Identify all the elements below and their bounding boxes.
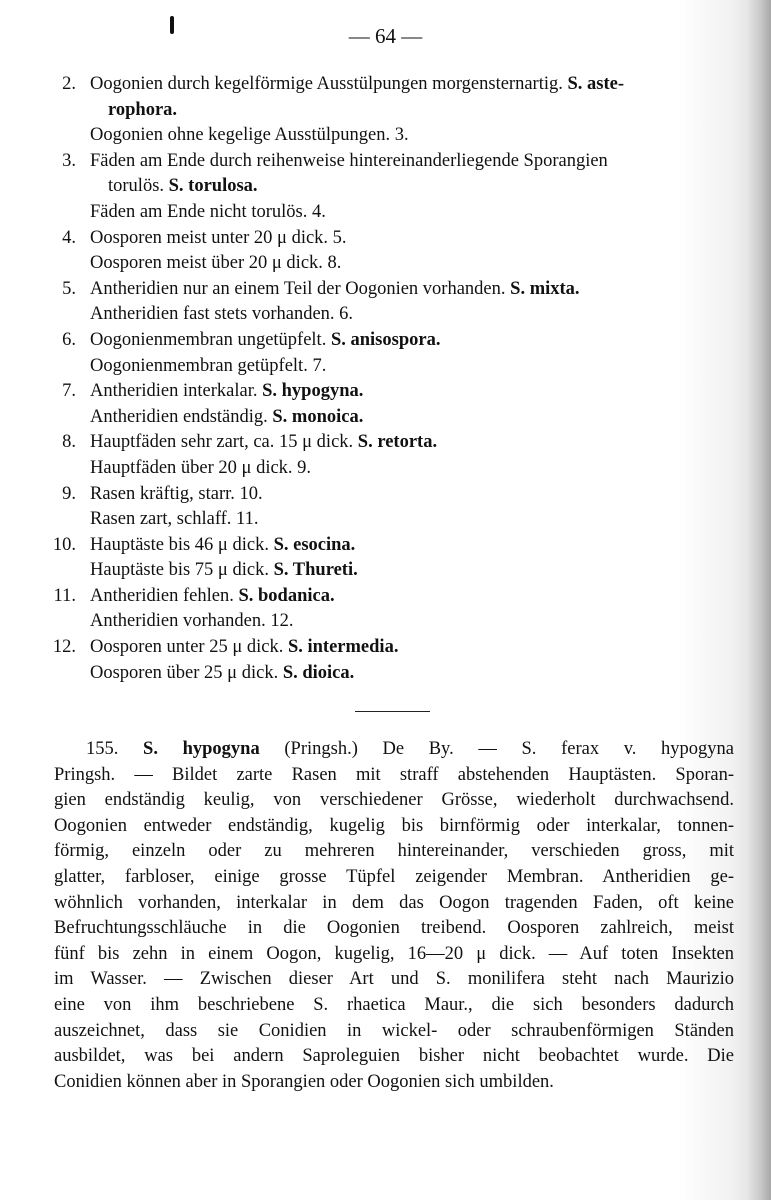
paragraph-text: fünf bis zehn in einem Oogon, kugelig, 16—20 μ dick. — Auf toten Insekten — [54, 943, 734, 964]
key-text — [90, 635, 398, 661]
paragraph-text: Oogonien entweder endständig, kugelig bis birnförmig oder interkalar, tonnen- — [54, 815, 734, 836]
key-text-part: Hauptfäden über 20 μ dick. 9. — [90, 457, 312, 478]
key-text-part: Hauptfäden sehr zart, ca. 15 μ dick. — [90, 432, 358, 453]
section-divider — [355, 711, 430, 712]
key-line — [0, 507, 771, 533]
key-line — [0, 609, 771, 635]
key-line — [0, 72, 771, 98]
species-name: S. hypogyna. — [262, 381, 364, 402]
paragraph-line — [54, 865, 734, 891]
key-text-part: Fäden am Ende durch reihenweise hintereinanderliegende Sporangien — [90, 150, 608, 171]
paragraph-line — [54, 1044, 734, 1070]
paragraph-text: im Wasser. — Zwischen dieser Art und S. monilifera steht nach Maurizio — [54, 969, 734, 990]
key-number: 11. — [53, 585, 76, 606]
key-line — [0, 174, 771, 200]
key-text-part: Antheridien fast stets vorhanden. 6. — [90, 304, 354, 325]
key-number: 10. — [52, 534, 76, 555]
key-text-part: Oogonien ohne kegelige Ausstülpungen. 3. — [90, 125, 409, 146]
species-name: S. esocina. — [273, 534, 356, 555]
key-text-part: Antheridien fehlen. — [90, 585, 239, 606]
species-name: S. bodanica. — [238, 585, 335, 606]
key-line — [0, 226, 771, 252]
paragraph-text: Befruchtungsschläuche in die Oogonien treibend. Oosporen zahlreich, meist — [54, 918, 734, 939]
paragraph-line — [54, 916, 734, 942]
key-line — [0, 379, 771, 405]
key-line — [0, 558, 771, 584]
key-text-part: Oogonienmembran ungetüpfelt. — [90, 329, 331, 350]
key-text-part: Oosporen unter 25 μ dick. — [90, 637, 288, 658]
key-text — [90, 149, 608, 175]
key-line — [0, 635, 771, 661]
key-number: 4. — [62, 227, 76, 248]
paragraph-line — [54, 942, 734, 968]
paragraph-text: glatter, farbloser, einige grosse Tüpfel zeigender Membran. Antheridien ge- — [54, 866, 734, 887]
key-line — [0, 123, 771, 149]
key-line — [0, 482, 771, 508]
page-number: — 64 — — [348, 24, 423, 48]
key-text-part: Oosporen meist über 20 μ dick. 8. — [90, 253, 342, 274]
key-text — [108, 174, 258, 200]
key-number: 5. — [62, 278, 76, 299]
key-text — [108, 98, 177, 124]
key-text-part: Oogonienmembran getüpfelt. 7. — [90, 355, 327, 376]
key-text — [90, 226, 347, 252]
key-number: 6. — [62, 329, 76, 350]
paragraph-text: Pringsh. — Bildet zarte Rasen mit straff abstehenden Hauptästen. Sporan- — [54, 764, 734, 785]
paragraph-text: 155. — [86, 739, 144, 759]
paragraph-line — [54, 814, 734, 840]
key-text — [90, 379, 363, 405]
key-line — [0, 277, 771, 303]
paragraph-line — [54, 967, 734, 993]
key-text — [90, 277, 580, 303]
key-text — [90, 354, 326, 380]
paragraph-line — [54, 763, 734, 789]
key-line — [0, 405, 771, 431]
species-name: S. monoica. — [272, 406, 364, 427]
key-text — [90, 609, 293, 635]
key-line — [0, 456, 771, 482]
key-text — [90, 430, 437, 456]
key-number: 7. — [62, 381, 76, 402]
key-text — [90, 302, 353, 328]
key-line — [0, 149, 771, 175]
paragraph-text: förmig, einzeln oder zu mehreren hintereinander, verschieden gross, mit — [54, 841, 734, 862]
key-text-part: Rasen zart, schlaff. 11. — [90, 509, 259, 530]
key-text — [90, 584, 335, 610]
key-text-part: Antheridien interkalar. — [90, 381, 263, 402]
key-line — [0, 354, 771, 380]
key-text-part: Oosporen über 25 μ dick. — [90, 662, 283, 683]
key-text — [90, 507, 259, 533]
key-text — [90, 328, 440, 354]
page-edge-shadow — [747, 0, 771, 1200]
species-name: S. Thureti. — [273, 560, 358, 581]
key-line — [0, 328, 771, 354]
species-name: S. mixta. — [510, 278, 580, 299]
species-name: S. anisospora. — [330, 329, 441, 350]
paragraph-line — [54, 891, 734, 917]
key-text-part: Antheridien vorhanden. 12. — [90, 611, 294, 632]
key-text — [90, 558, 358, 584]
species-name: S. intermedia. — [287, 637, 399, 658]
key-text-part: Antheridien nur an einem Teil der Oogonien vorhanden. — [90, 278, 511, 299]
key-text — [90, 200, 326, 226]
key-line — [0, 302, 771, 328]
key-text-part: Fäden am Ende nicht torulös. 4. — [90, 201, 326, 222]
paragraph-text: (Pringsh.) De By. — S. ferax v. hypogyna — [259, 739, 735, 759]
paragraph-text: auszeichnet, dass sie Conidien in wickel- oder schraubenförmigen Ständen — [54, 1020, 734, 1041]
species-name: S. retorta. — [357, 432, 438, 453]
key-text — [90, 123, 409, 149]
species-name: S. torulosa. — [168, 176, 258, 197]
paragraph-text: wöhnlich vorhanden, interkalar in dem das Oogon tragenden Faden, oft keine — [54, 892, 734, 913]
species-name: rophora. — [108, 99, 178, 120]
key-line — [0, 430, 771, 456]
paragraph-line — [54, 788, 734, 814]
key-text-part: Hauptäste bis 46 μ dick. — [90, 534, 274, 555]
key-text — [90, 533, 355, 559]
key-line — [0, 98, 771, 124]
species-name: S. hypogyna — [143, 739, 260, 759]
key-line — [0, 584, 771, 610]
key-text — [90, 482, 263, 508]
key-number: 2. — [62, 74, 76, 94]
key-text-part: Rasen kräftig, starr. 10. — [90, 483, 263, 504]
paragraph-line — [54, 737, 734, 763]
key-number: 3. — [62, 150, 76, 171]
paragraph-text: ausbildet, was bei andern Saproleguien bisher nicht beobachtet wurde. Die — [54, 1046, 734, 1067]
key-line — [0, 200, 771, 226]
key-text-part: Hauptäste bis 75 μ dick. — [90, 560, 274, 581]
key-number: 9. — [62, 483, 76, 504]
species-name: S. aste- — [567, 74, 625, 94]
key-line — [0, 661, 771, 687]
key-line — [0, 533, 771, 559]
key-text-part: Oogonien durch kegelförmige Ausstülpungen morgensternartig. — [90, 74, 568, 94]
paragraph-line — [54, 993, 734, 1019]
paragraph-line — [54, 839, 734, 865]
key-line — [0, 251, 771, 277]
key-text — [90, 456, 311, 482]
key-text-part: torulös. — [108, 176, 169, 197]
paragraph-text: gien endständig keulig, von verschiedener Grösse, wiederholt durchwachsend. — [54, 790, 734, 811]
species-name: S. dioica. — [282, 662, 355, 683]
paragraph-text: Conidien können aber in Sporangien oder Oogonien sich umbilden. — [54, 1071, 554, 1092]
species-description — [54, 737, 734, 1095]
paragraph-line — [54, 1019, 734, 1045]
paragraph-text: eine von ihm beschriebene S. rhaetica Maur., die sich besonders dadurch — [54, 994, 734, 1015]
key-text — [90, 72, 624, 98]
key-text-part: Oosporen meist unter 20 μ dick. 5. — [90, 227, 347, 248]
key-text-part: Antheridien endständig. — [90, 406, 273, 427]
paragraph-line — [54, 1070, 734, 1096]
key-number: 12. — [52, 637, 76, 658]
key-text — [90, 251, 341, 277]
identification-key — [0, 72, 771, 686]
key-number: 8. — [62, 432, 76, 453]
key-text — [90, 661, 354, 687]
key-text — [90, 405, 363, 431]
